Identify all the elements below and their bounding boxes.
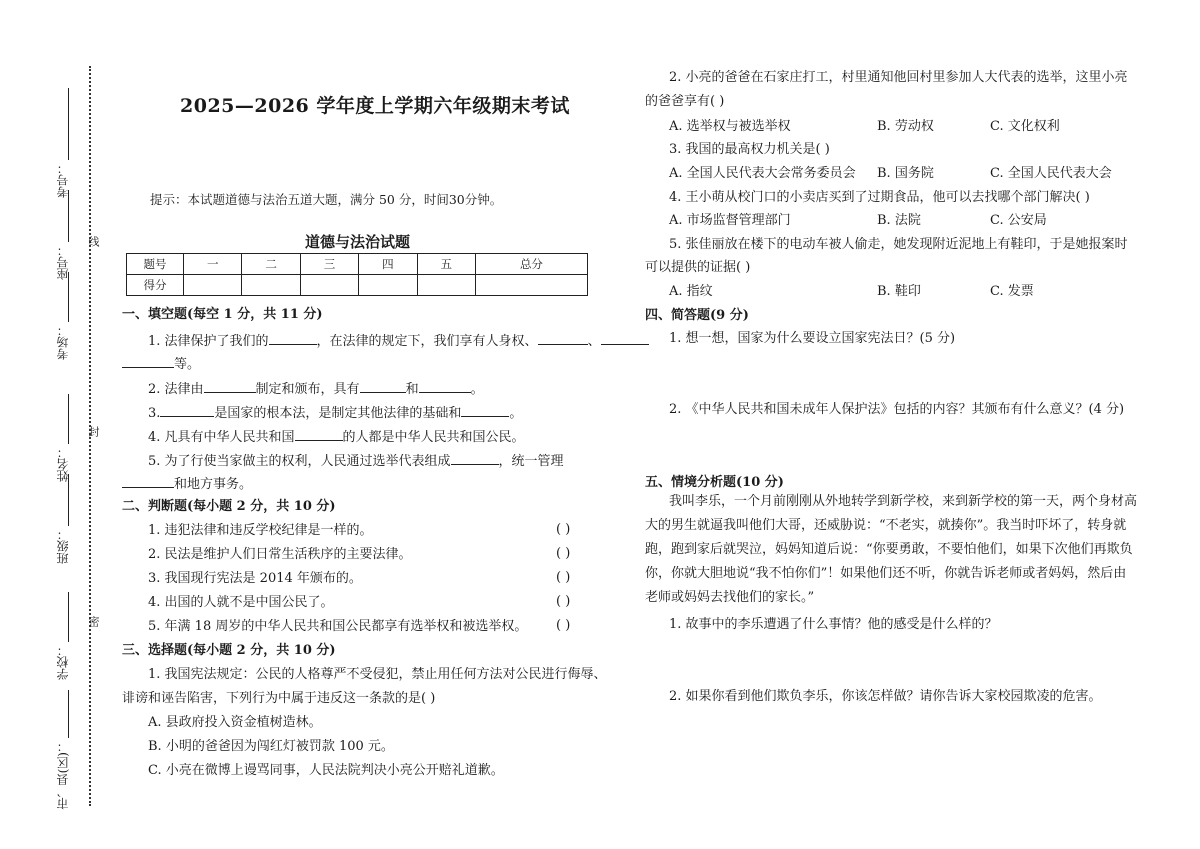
text: 的人都是中华人民共和国公民。: [342, 430, 525, 445]
exam-title: 2025—2026 学年度上学期六年级期末考试: [180, 95, 570, 117]
scenario-q2-answer-area[interactable]: [645, 710, 1115, 790]
score-table: [126, 253, 588, 296]
class-label: 班级：: [56, 528, 70, 564]
choice-q2-option-b[interactable]: B. 劳动权: [877, 119, 934, 134]
exam-no-blank[interactable]: [68, 88, 69, 160]
seal-char-line: 线: [87, 236, 100, 247]
choice-q5-stem: 5. 张佳丽放在楼下的电动车被人偷走，她发现附近泥地上有鞋印，于是她报案时: [669, 237, 1128, 252]
text: 、: [587, 334, 601, 349]
choice-q1-option-c[interactable]: C. 小亮在微博上谩骂同事，人民法院判决小亮公开赔礼道歉。: [148, 763, 504, 778]
choice-q2-option-a[interactable]: A. 选举权与被选举权: [669, 119, 791, 134]
answer-blank[interactable]: [160, 403, 214, 417]
school-blank[interactable]: [68, 592, 69, 642]
answer-blank[interactable]: [538, 331, 588, 345]
text: 制定和颁布，具有: [255, 382, 360, 397]
score-table-score-row: [127, 275, 588, 296]
text: 1. 法律保护了我们的: [148, 334, 269, 349]
choice-q2-option-c[interactable]: C. 文化权利: [990, 119, 1060, 134]
choice-q1-option-a[interactable]: A. 县政府投入资金植树造林。: [148, 715, 322, 730]
class-blank[interactable]: [68, 474, 69, 526]
text: 3.: [148, 406, 161, 421]
seat-no-label: 座号：: [56, 244, 70, 280]
text: ，统一管理: [498, 454, 564, 469]
name-blank[interactable]: [68, 394, 69, 444]
county-label: 市、县(区)：: [56, 740, 70, 810]
scenario-line: 我叫李乐，一个月前刚刚从外地转学到新学校，来到新学校的第一天，两个身材高: [669, 494, 1138, 509]
score-cell: 总分: [475, 254, 587, 275]
score-input-cell[interactable]: [184, 275, 242, 296]
section2-heading: 二、判断题(每小题 2 分，共 10 分): [122, 499, 336, 514]
fill-q3: [148, 403, 522, 423]
choice-q1-stem-cont: 诽谤和诬告陷害，下列行为中属于违反这一条款的是( ): [122, 691, 436, 706]
choice-q4-stem: 4. 王小萌从校门口的小卖店买到了过期食品，他可以去找哪个部门解决( ): [669, 190, 1090, 205]
text: 。: [470, 382, 484, 397]
text: 2. 法律由: [148, 382, 204, 397]
fill-q1: [148, 331, 649, 351]
choice-q2-stem: 2. 小亮的爸爸在石家庄打工，村里通知他回村里参加人大代表的选举，这里小亮: [669, 70, 1128, 85]
judge-answer-paren[interactable]: ( ): [556, 618, 571, 633]
answer-blank[interactable]: [122, 474, 174, 488]
score-cell: 三: [300, 254, 358, 275]
county-blank[interactable]: [68, 690, 69, 738]
choice-q5-option-c[interactable]: C. 发票: [990, 284, 1034, 299]
scenario-q1-answer-area[interactable]: [645, 638, 1115, 682]
choice-q4-option-b[interactable]: B. 法院: [877, 213, 921, 228]
room-label: 考场：: [56, 324, 70, 360]
score-cell: 题号: [127, 254, 184, 275]
short-q1: 1. 想一想，国家为什么要设立国家宪法日？(5 分): [669, 331, 956, 346]
answer-blank[interactable]: [360, 379, 406, 393]
name-label: 姓名：: [56, 446, 70, 482]
answer-blank[interactable]: [122, 354, 174, 368]
scenario-line: 大的男生就逼我叫他们大哥，还威胁说：“不老实，就揍你”。我当时吓坏了，转身就: [645, 518, 1127, 533]
fill-q2: [148, 379, 484, 399]
answer-blank[interactable]: [601, 331, 649, 345]
fill-q5-cont: [122, 474, 252, 494]
seal-char-secret: 密: [87, 616, 100, 627]
choice-q2-stem-cont: 的爸爸享有( ): [645, 94, 725, 109]
answer-blank[interactable]: [451, 451, 499, 465]
judge-answer-paren[interactable]: ( ): [556, 594, 571, 609]
exam-no-label: 考号：: [56, 162, 70, 198]
answer-blank[interactable]: [419, 379, 471, 393]
section3-heading: 三、选择题(每小题 2 分，共 10 分): [122, 643, 336, 658]
answer-blank[interactable]: [461, 403, 509, 417]
scenario-q1: 1. 故事中的李乐遭遇了什么事情？他的感受是什么样的？: [669, 617, 998, 632]
answer-blank[interactable]: [269, 331, 317, 345]
exam-hint: 提示：本试题道德与法治五道大题，满分 50 分，时间30分钟。: [150, 192, 503, 207]
choice-q3-option-a[interactable]: A. 全国人民代表大会常务委员会: [669, 166, 856, 181]
choice-q1-option-b[interactable]: B. 小明的爸爸因为闯红灯被罚款 100 元。: [148, 739, 394, 754]
score-input-cell[interactable]: [242, 275, 300, 296]
choice-q3-stem: 3. 我国的最高权力机关是( ): [669, 142, 830, 157]
answer-blank[interactable]: [295, 427, 343, 441]
judge-q3: 3. 我国现行宪法是 2014 年颁布的。: [148, 571, 362, 586]
score-cell: 得分: [127, 275, 184, 296]
choice-q4-option-c[interactable]: C. 公安局: [990, 213, 1047, 228]
score-cell: 五: [417, 254, 475, 275]
section1-heading: 一、填空题(每空 1 分，共 11 分): [122, 307, 323, 322]
judge-q5: 5. 年满 18 周岁的中华人民共和国公民都享有选举权和被选举权。: [148, 619, 528, 634]
fill-q4: [148, 427, 525, 447]
text: ，在法律的规定下，我们享有人身权、: [316, 334, 538, 349]
scenario-q2: 2. 如果你看到他们欺负李乐，你该怎样做？请你告诉大家校园欺凌的危害。: [669, 689, 1102, 704]
section5-heading: 五、情境分析题(10 分): [645, 475, 784, 490]
choice-q5-stem-cont: 可以提供的证据( ): [645, 260, 751, 275]
section4-heading: 四、简答题(9 分): [645, 308, 749, 323]
text: 等。: [174, 357, 201, 372]
text: 是国家的根本法，是制定其他法律的基础和: [214, 406, 462, 421]
score-cell: 四: [359, 254, 417, 275]
judge-answer-paren[interactable]: ( ): [556, 522, 571, 537]
short-q2-answer-area[interactable]: [645, 423, 1115, 467]
scenario-line: 你，你就大胆地说“我不怕你们”！如果他们还不听，你就告诉老师或者妈妈，然后由: [645, 566, 1127, 581]
score-input-cell[interactable]: [417, 275, 475, 296]
seat-no-blank[interactable]: [68, 190, 69, 242]
choice-q3-option-b[interactable]: B. 国务院: [877, 166, 934, 181]
text: 5. 为了行使当家做主的权利，人民通过选举代表组成: [148, 454, 451, 469]
judge-answer-paren[interactable]: ( ): [556, 546, 571, 561]
score-cell: 二: [242, 254, 300, 275]
seal-char-seal: 封: [87, 426, 100, 437]
text: 和地方事务。: [174, 477, 253, 492]
judge-q2: 2. 民法是维护人们日常生活秩序的主要法律。: [148, 547, 412, 562]
fill-q5: [148, 451, 564, 471]
answer-blank[interactable]: [204, 379, 256, 393]
judge-answer-paren[interactable]: ( ): [556, 570, 571, 585]
text: 和: [405, 382, 419, 397]
score-input-cell[interactable]: [359, 275, 417, 296]
fill-q1-cont: [122, 354, 200, 374]
judge-q4: 4. 出国的人就不是中国公民了。: [148, 595, 334, 610]
score-input-cell[interactable]: [300, 275, 358, 296]
school-label: 学校：: [56, 644, 70, 680]
scenario-line: 老师或妈妈去找他们的家长。”: [645, 590, 815, 605]
choice-q5-option-a[interactable]: A. 指纹: [669, 284, 713, 299]
score-input-cell[interactable]: [475, 275, 587, 296]
short-q2: 2. 《中华人民共和国未成年人保护法》包括的内容？其颁布有什么意义？(4 分): [669, 402, 1125, 417]
choice-q5-option-b[interactable]: B. 鞋印: [877, 284, 921, 299]
text: 。: [509, 406, 523, 421]
text: 4. 凡具有中华人民共和国: [148, 430, 295, 445]
judge-q1: 1. 违犯法律和违反学校纪律是一样的。: [148, 523, 373, 538]
choice-q3-option-c[interactable]: C. 全国人民代表大会: [990, 166, 1112, 181]
choice-q4-option-a[interactable]: A. 市场监督管理部门: [669, 213, 791, 228]
room-blank[interactable]: [68, 272, 69, 322]
short-q1-answer-area[interactable]: [645, 352, 1115, 396]
scenario-line: 跑，跑到家后就哭泣，妈妈知道后说：“你要勇敢，不要怕他们，如果下次他们再欺负: [645, 542, 1133, 557]
choice-q1-stem: 1. 我国宪法规定：公民的人格尊严不受侵犯，禁止用任何方法对公民进行侮辱、: [148, 667, 607, 682]
subject-title: 道德与法治试题: [305, 233, 411, 251]
score-table-header-row: [127, 254, 588, 275]
score-cell: 一: [184, 254, 242, 275]
